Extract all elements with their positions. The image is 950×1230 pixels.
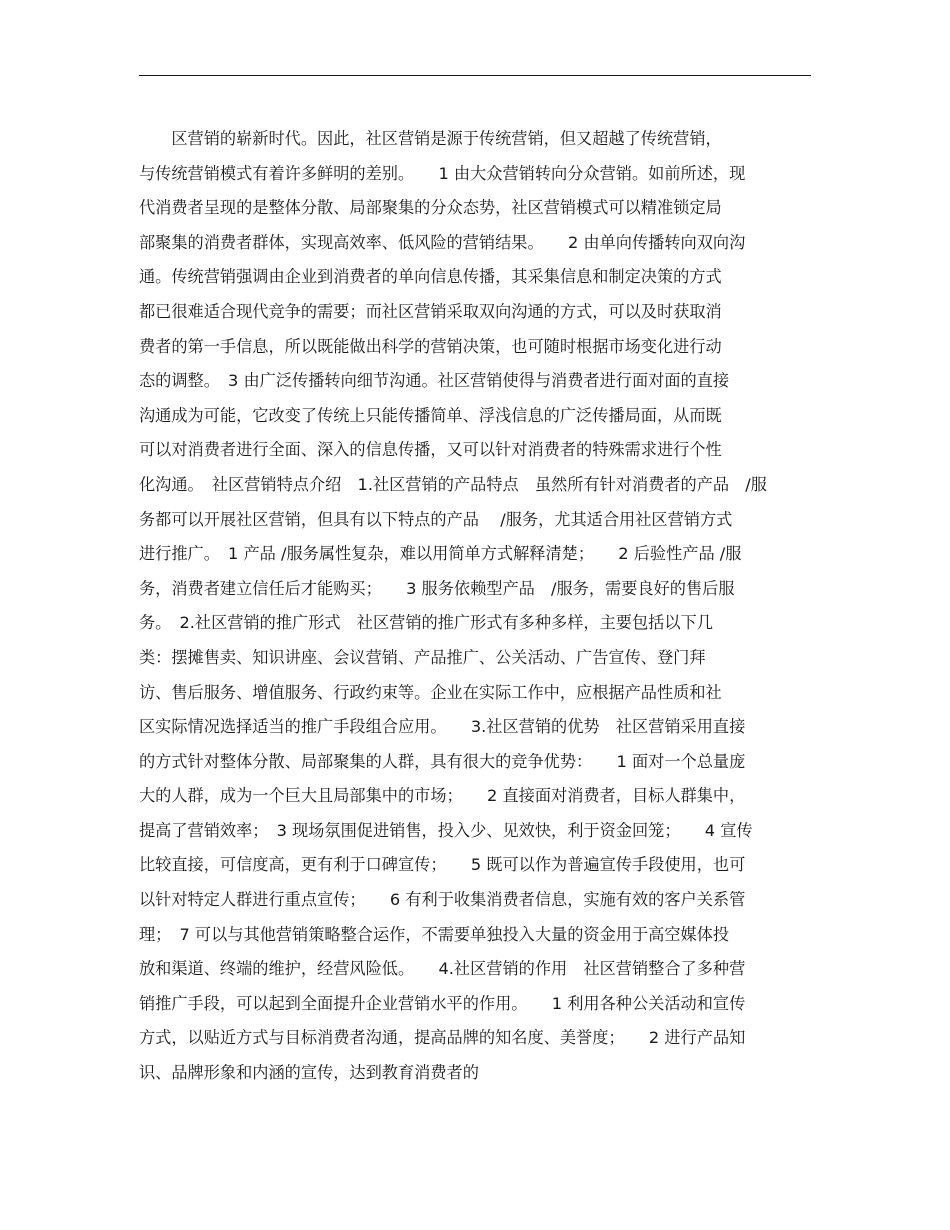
text-line: 区实际情况选择适当的推广手段组合应用。 3.社区营销的优势 社区营销采用直接 — [139, 717, 746, 737]
text-line: 通。传统营销强调由企业到消费者的单向信息传播，其采集信息和制定决策的方式 — [139, 267, 722, 287]
text-line: 以针对特定人群进行重点宣传； 6 有利于收集消费者信息，实施有效的客户关系管 — [139, 890, 746, 910]
text-line: 务。 2.社区营销的推广形式 社区营销的推广形式有多种多样，主要包括以下几 — [139, 613, 713, 633]
text-line: 的方式针对整体分散、局部聚集的人群，具有很大的竞争优势： 1 面对一个总量庞 — [139, 751, 746, 771]
text-line: 费者的第一手信息，所以既能做出科学的营销决策，也可随时根据市场变化进行动 — [139, 336, 722, 356]
body-paragraph — [139, 126, 819, 1095]
text-line: 销推广手段，可以起到全面提升企业营销水平的作用。 1 利用各种公关活动和宣传 — [139, 993, 746, 1013]
text-line: 可以对消费者进行全面、深入的信息传播，又可以针对消费者的特殊需求进行个性 — [139, 440, 722, 460]
text-line: 识、品牌形象和内涵的宣传，达到教育消费者的 — [139, 1063, 479, 1083]
text-line: 大的人群，成为一个巨大且局部集中的市场； 2 直接面对消费者，目标人群集中， — [139, 786, 746, 806]
text-line: 访、售后服务、增值服务、行政约束等。企业在实际工作中，应根据产品性质和社 — [139, 682, 722, 702]
text-line: 部聚集的消费者群体，实现高效率、低风险的营销结果。 2 由单向传播转向双向沟 — [139, 232, 746, 252]
header-rule — [139, 75, 811, 76]
text-line: 沟通成为可能，它改变了传统上只能传播简单、浮浅信息的广泛传播局面，从而既 — [139, 405, 722, 425]
text-line: 态的调整。 3 由广泛传播转向细节沟通。社区营销使得与消费者进行面对面的直接 — [139, 371, 730, 391]
text-line: 区营销的崭新时代。因此，社区营销是源于传统营销，但又超越了传统营销， — [139, 129, 722, 148]
text-line: 务都可以开展社区营销，但具有以下特点的产品 /服务，尤其适合用社区营销方式 — [139, 509, 733, 529]
text-line: 理； 7 可以与其他营销策略整合运作，不需要单独投入大量的资金用于高空媒体投 — [139, 924, 730, 944]
text-line: 进行推广。 1 产品 /服务属性复杂，难以用简单方式解释清楚； 2 后验性产品 /服 — [139, 544, 742, 564]
text-line: 放和渠道、终端的维护，经营风险低。 4.社区营销的作用 社区营销整合了多种营 — [139, 959, 746, 979]
text-line: 化沟通。 社区营销特点介绍 1.社区营销的产品特点 虽然所有针对消费者的产品 /服 — [139, 474, 767, 494]
text-line: 都已很难适合现代竞争的需要；而社区营销采取双向沟通的方式，可以及时获取消 — [139, 301, 722, 321]
text-line: 提高了营销效率； 3 现场氛围促进销售，投入少、见效快，利于资金回笼； 4 宣传 — [139, 820, 753, 840]
text-line: 类：摆摊售卖、知识讲座、会议营销、产品推广、公关活动、广告宣传、登门拜 — [139, 647, 706, 667]
text-line: 方式，以贴近方式与目标消费者沟通，提高品牌的知名度、美誉度； 2 进行产品知 — [139, 1028, 746, 1048]
text-line: 与传统营销模式有着许多鲜明的差别。 1 由大众营销转向分众营销。如前所述，现 — [139, 163, 746, 183]
text-line: 代消费者呈现的是整体分散、局部聚集的分众态势，社区营销模式可以精准锁定局 — [139, 198, 722, 218]
text-line: 务，消费者建立信任后才能购买； 3 服务依赖型产品 /服务，需要良好的售后服 — [139, 578, 735, 598]
text-line: 比较直接，可信度高，更有利于口碑宣传； 5 既可以作为普遍宣传手段使用，也可 — [139, 855, 746, 875]
